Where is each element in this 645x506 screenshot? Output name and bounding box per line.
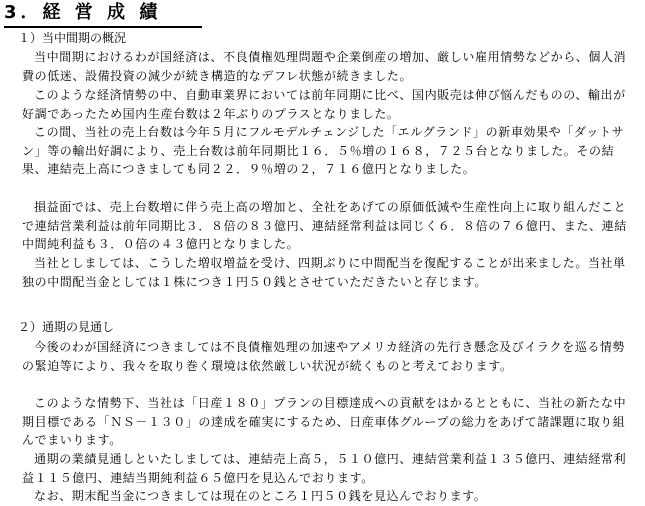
outlook-paragraph-economy: 今後のわが国経済につきましては不良債権処理の加速やアメリカ経済の先行き懸念及びイラクを巡る情勢の緊迫等により、我々を取り巻く環境は依然厳しい状況が続くものと考えております。 [22, 340, 626, 373]
interim-paragraph-profit: 損益面では、売上台数増に伴う売上高の増加と、全社をあげての原価低減や生産性向上に取り組んだことで連結営業利益は前年同期比３．８倍の８３億円、連結経常利益は同じく６．８倍の７６億円、また、連結中間純利益も３．０倍の４３億円となりました。 [22, 200, 627, 252]
outlook-paragraph-strategy: このような情勢下、当社は「日産１８０」プランの目標達成への貢献をはかるとともに、当社の新たな中期目標である「ＮＳ－１３０」の達成を確実にするため、日産車体グループの総力をあげて諸課題に取り組んでまいります。 [22, 396, 627, 448]
outlook-paragraph-forecast: 通期の業績見通しといたしましては、連結売上高５，５１０億円、連結営業利益１３５億円、連結経常利益１１５億円、連結当期純利益６５億円を見込んでおります。 [22, 452, 627, 485]
interim-subheading: １）当中間期の概況 [18, 31, 127, 45]
outlook-paragraph-dividend: なお、期末配当金につきましては現在のところ１円５０銭を見込んでおります。 [34, 489, 487, 503]
interim-paragraph-dividend: 当社としましては、こうした増収増益を受け、四期ぶりに中間配当を復配することが出来ました。当社単独の中間配当金としては１株につき１円５０銭とさせていただきたいと存じます。 [22, 256, 626, 289]
interim-paragraph-economy: 当中間期におけるわが国経済は、不良債権処理問題や企業倒産の増加、厳しい雇用情勢などから、個人消費の低迷、設備投資の減少が続き構造的なデフレ状態が続きました。 [22, 50, 627, 83]
interim-paragraph-sales: この間、当社の売上台数は今年５月にフルモデルチェンジした「エルグランド」の新車効果や「ダットサン」等の輸出好調により、売上台数は前年同期比１６．５％増の１６８，７２５台となりました。その結果、連結売上高につきましても同２２．９％増の２，７１６億円となりました。 [22, 125, 625, 177]
section-heading: 3．経 営 成 績 [4, 2, 202, 28]
outlook-subheading: ２）通期の見通し [18, 320, 115, 334]
interim-paragraph-industry: このような経済情勢の中、自動車業界においては前年同期に比べ、国内販売は伸び悩んだものの、輸出が好調であったため国内生産台数は２年ぶりのプラスとなりました。 [22, 88, 626, 121]
